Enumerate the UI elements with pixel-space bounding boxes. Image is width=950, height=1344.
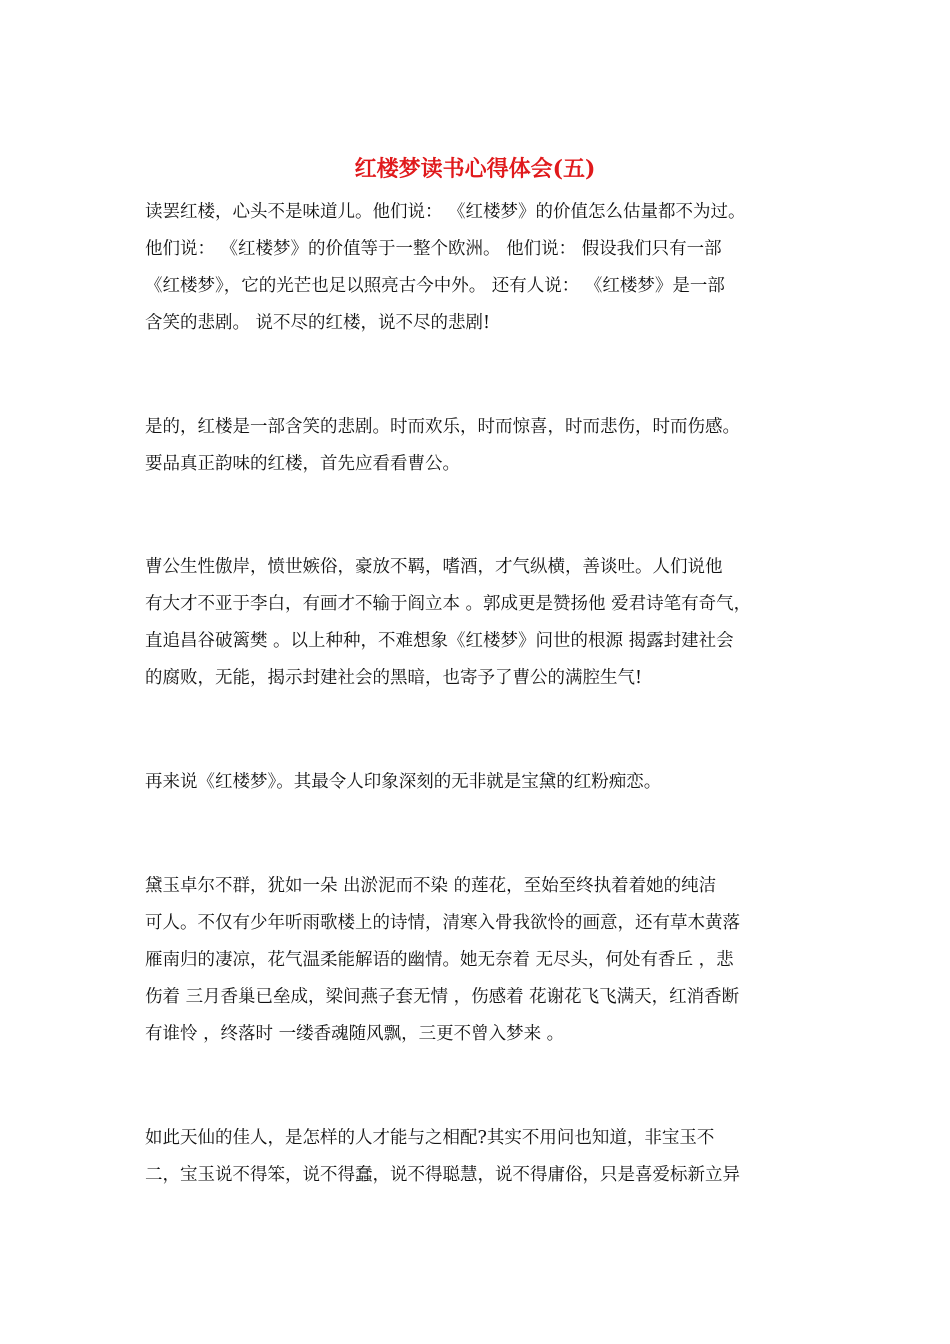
paragraph-6-line-2: 二，宝玉说不得笨，说不得蠢，说不得聪慧，说不得庸俗，只是喜爱标新立异 [145, 1165, 740, 1185]
paragraph-3-line-4: 的腐败，无能，揭示封建社会的黑暗，也寄予了曹公的满腔生气! [145, 668, 643, 688]
paragraph-1-line-1: 读罢红楼，心头不是味道儿。他们说： 《红楼梦》的价值怎么估量都不为过。 [145, 202, 746, 222]
paragraph-5-line-1: 黛玉卓尔不群，犹如一朵 出淤泥而不染 的莲花，至始至终执着着她的纯洁 [145, 876, 717, 896]
document-title: 红楼梦读书心得体会(五) [354, 156, 596, 182]
paragraph-1-line-2: 他们说： 《红楼梦》的价值等于一整个欧洲。 他们说： 假设我们只有一部 [145, 239, 722, 259]
paragraph-2-line-2: 要品真正韵味的红楼，首先应看看曹公。 [145, 454, 460, 474]
paragraph-5-line-4: 伤着 三月香巢已垒成，梁间燕子套无情 ，伤感着 花谢花飞飞满天，红消香断 [145, 987, 740, 1007]
paragraph-3-line-3: 直追昌谷破篱樊 。以上种种，不难想象《红楼梦》问世的根源 揭露封建社会 [145, 631, 734, 651]
paragraph-2-line-1: 是的，红楼是一部含笑的悲剧。时而欢乐，时而惊喜，时而悲伤，时而伤感。 [145, 417, 740, 437]
paragraph-6-line-1: 如此天仙的佳人，是怎样的人才能与之相配?其实不用问也知道，非宝玉不 [145, 1128, 715, 1148]
paragraph-3-line-1: 曹公生性傲岸，愤世嫉俗，豪放不羁，嗜酒，才气纵横，善谈吐。人们说他 [145, 557, 723, 577]
paragraph-1-line-3: 《红楼梦》，它的光芒也足以照亮古今中外。 还有人说： 《红楼梦》是一部 [145, 276, 725, 296]
paragraph-1-line-4: 含笑的悲剧。 说不尽的红楼，说不尽的悲剧! [145, 313, 491, 333]
paragraph-5-line-2: 可人。不仅有少年听雨歌楼上的诗情，清寒入骨我欲怜的画意，还有草木黄落 [145, 913, 740, 933]
paragraph-5-line-3: 雁南归的凄凉，花气温柔能解语的幽情。她无奈着 无尽头，何处有香丘 ，悲 [145, 950, 734, 970]
paragraph-3-line-2: 有大才不亚于李白，有画才不输于阎立本 。郭成更是赞扬他 爱君诗笔有奇气， [145, 594, 752, 614]
paragraph-4-line-1: 再来说《红楼梦》。其最令人印象深刻的无非就是宝黛的红粉痴恋。 [145, 772, 662, 792]
paragraph-5-line-5: 有谁怜 ，终落时 一缕香魂随风飘，三更不曾入梦来 。 [145, 1024, 565, 1044]
